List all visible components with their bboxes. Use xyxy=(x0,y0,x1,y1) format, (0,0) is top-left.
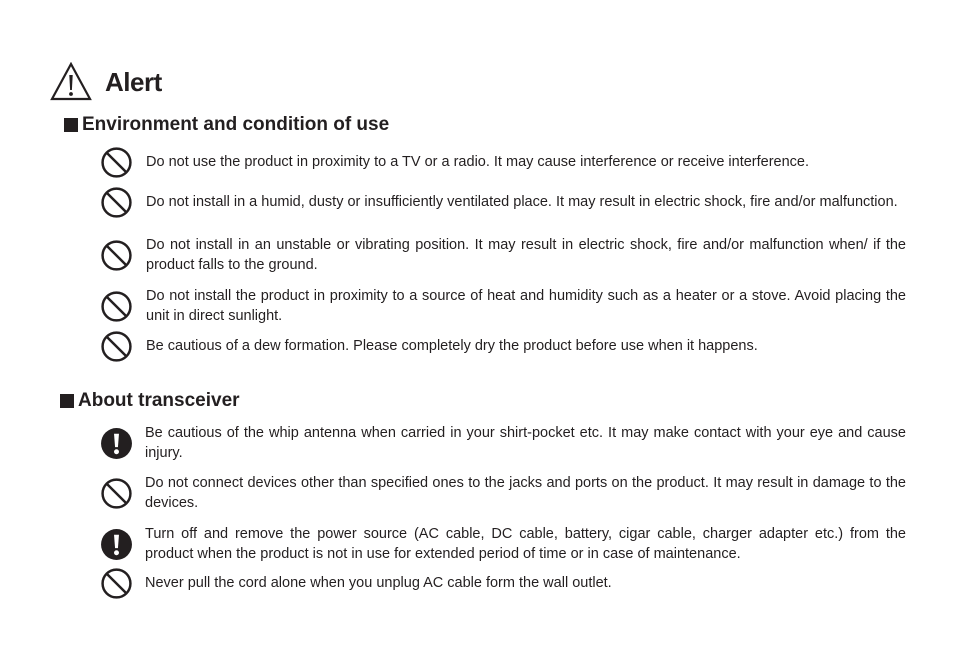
page-header xyxy=(50,62,162,102)
item-text: Turn off and remove the power source (AC cable, DC cable, battery, cigar cable, charger adapter etc.) from the product when the product is not in use for extended period of time or in case of maintenance. xyxy=(145,526,906,562)
section-heading-transceiver xyxy=(60,390,240,412)
item-text: Do not connect devices other than specified ones to the jacks and ports on the product. It may result in damage to the devices. xyxy=(145,475,906,511)
square-bullet-icon xyxy=(64,118,78,132)
list-item xyxy=(100,146,906,179)
section-heading-environment xyxy=(64,114,389,136)
item-text: Be cautious of a dew formation. Please completely dry the product before use when it happens. xyxy=(146,337,758,354)
warning-triangle-icon xyxy=(50,62,92,102)
list-item xyxy=(100,330,906,363)
prohibited-icon xyxy=(100,477,133,510)
mandatory-icon xyxy=(100,427,133,460)
item-text: Do not install in an unstable or vibrating position. It may result in electric shock, fire and/or malfunction when/ if the product falls to the ground. xyxy=(146,237,906,273)
item-text: Be cautious of the whip antenna when carried in your shirt-pocket etc. It may make contact with your eye and cause injury. xyxy=(145,425,906,461)
prohibited-icon xyxy=(100,290,133,323)
list-item xyxy=(100,186,906,219)
square-bullet-icon xyxy=(60,394,74,408)
section-heading-text: About transceiver xyxy=(78,390,240,411)
item-text: Do not install the product in proximity to a source of heat and humidity such as a heater or a stove. Avoid placing the unit in direct sunlight. xyxy=(146,288,906,324)
item-text: Never pull the cord alone when you unplug AC cable form the wall outlet. xyxy=(145,574,612,591)
list-item xyxy=(100,424,906,463)
prohibited-icon xyxy=(100,239,133,272)
prohibited-icon xyxy=(100,330,133,363)
list-item xyxy=(100,567,906,600)
list-item xyxy=(100,525,906,564)
prohibited-icon xyxy=(100,567,133,600)
page-title: Alert xyxy=(105,66,162,97)
mandatory-icon xyxy=(100,528,133,561)
list-item xyxy=(100,236,906,275)
item-text: Do not install in a humid, dusty or insufficiently ventilated place. It may result in electric shock, fire and/or malfunction. xyxy=(146,193,898,210)
prohibited-icon xyxy=(100,186,133,219)
section-heading-text: Environment and condition of use xyxy=(82,114,390,135)
prohibited-icon xyxy=(100,146,133,179)
list-item xyxy=(100,287,906,326)
item-text: Do not use the product in proximity to a TV or a radio. It may cause interference or receive interference. xyxy=(146,153,810,170)
list-item xyxy=(100,474,906,513)
